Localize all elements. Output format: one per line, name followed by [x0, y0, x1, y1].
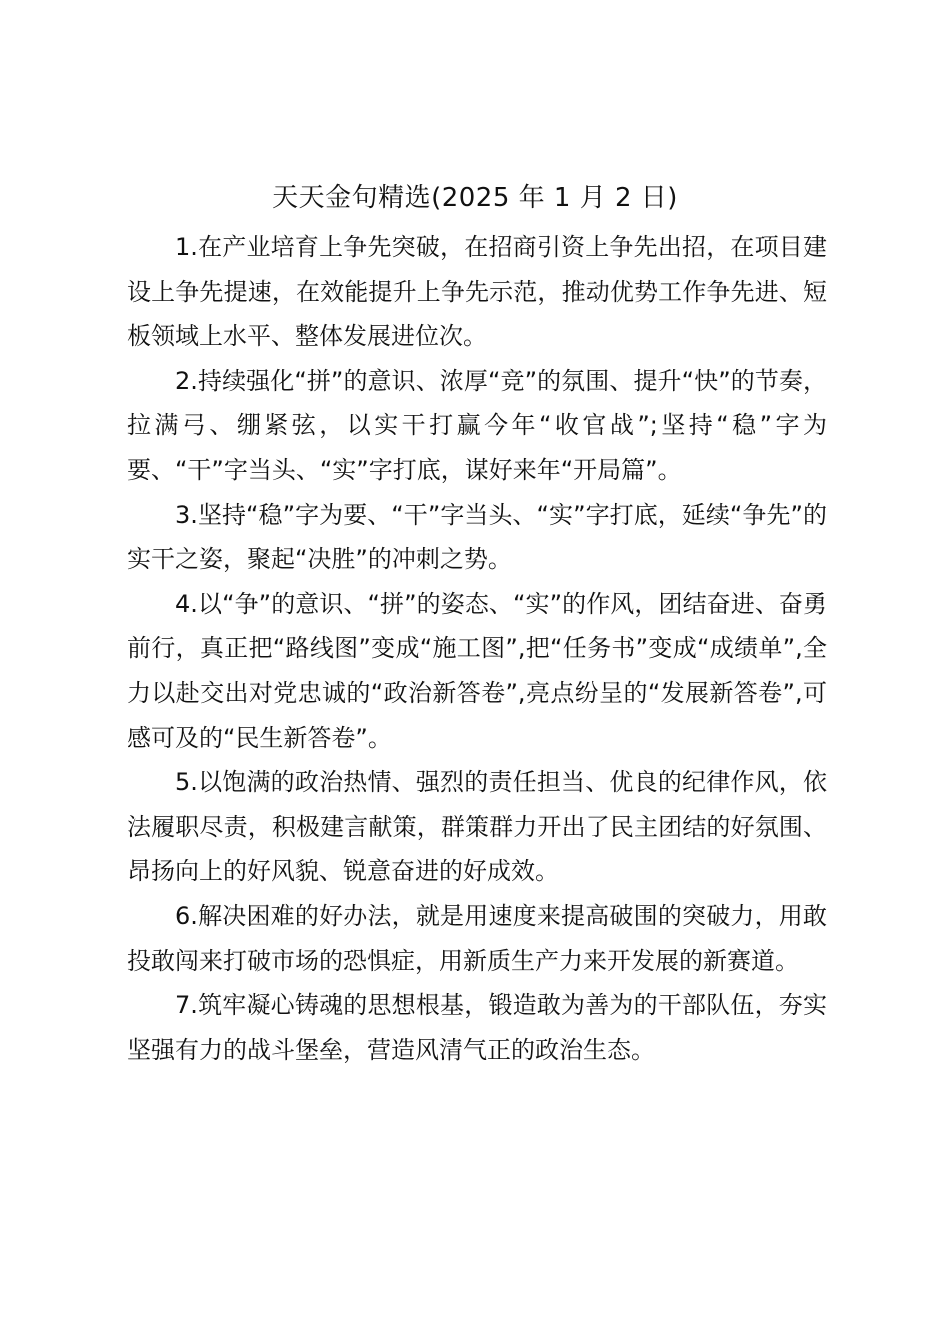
paragraph-1: 1.在产业培育上争先突破，在招商引资上争先出招，在项目建设上争先提速，在效能提升上争先示范，推动优势工作争先进、短板领域上水平、整体发展进位次。	[127, 233, 827, 351]
paragraph-7: 7.筑牢凝心铸魂的思想根基，锻造敢为善为的干部队伍，夯实坚强有力的战斗堡垒，营造风清气正的政治生态。	[127, 991, 827, 1064]
paragraph-3: 3.坚持“稳”字为要、“干”字当头、“实”字打底，延续“争先”的实干之姿，聚起“决胜”的冲刺之势。	[127, 500, 827, 574]
paragraph-5: 5.以饱满的政治热情、强烈的责任担当、优良的纪律作风，依法履职尽责，积极建言献策，群策群力开出了民主团结的好氛围、昂扬向上的好风貌、锐意奋进的好成效。	[127, 768, 827, 886]
paragraph-4: 4.以“争”的意识、“拼”的姿态、“实”的作风，团结奋进、奋勇前行，真正把“路线图”变成“施工图”,把“任务书”变成“成绩单”,全力以赴交出对党忠诚的“政治新答卷”,亮点纷呈的“发展新答卷”,可感可及的“民生新答卷”。	[127, 589, 827, 752]
paragraph-2: 2.持续强化“拼”的意识、浓厚“竞”的氛围、提升“快”的节奏，拉满弓、绷紧弦，以实干打赢今年“收官战”;坚持“稳”字为要、“干”字当头、“实”字打底，谋好来年“开局篇”。	[127, 366, 827, 484]
document-body	[127, 225, 827, 1072]
paragraph-6: 6.解决困难的好办法，就是用速度来提高破围的突破力，用敢投敢闯来打破市场的恐惧症，用新质生产力来开发展的新赛道。	[127, 901, 827, 975]
page-title: 天天金句精选(2025 年 1 月 2 日)	[272, 183, 678, 213]
